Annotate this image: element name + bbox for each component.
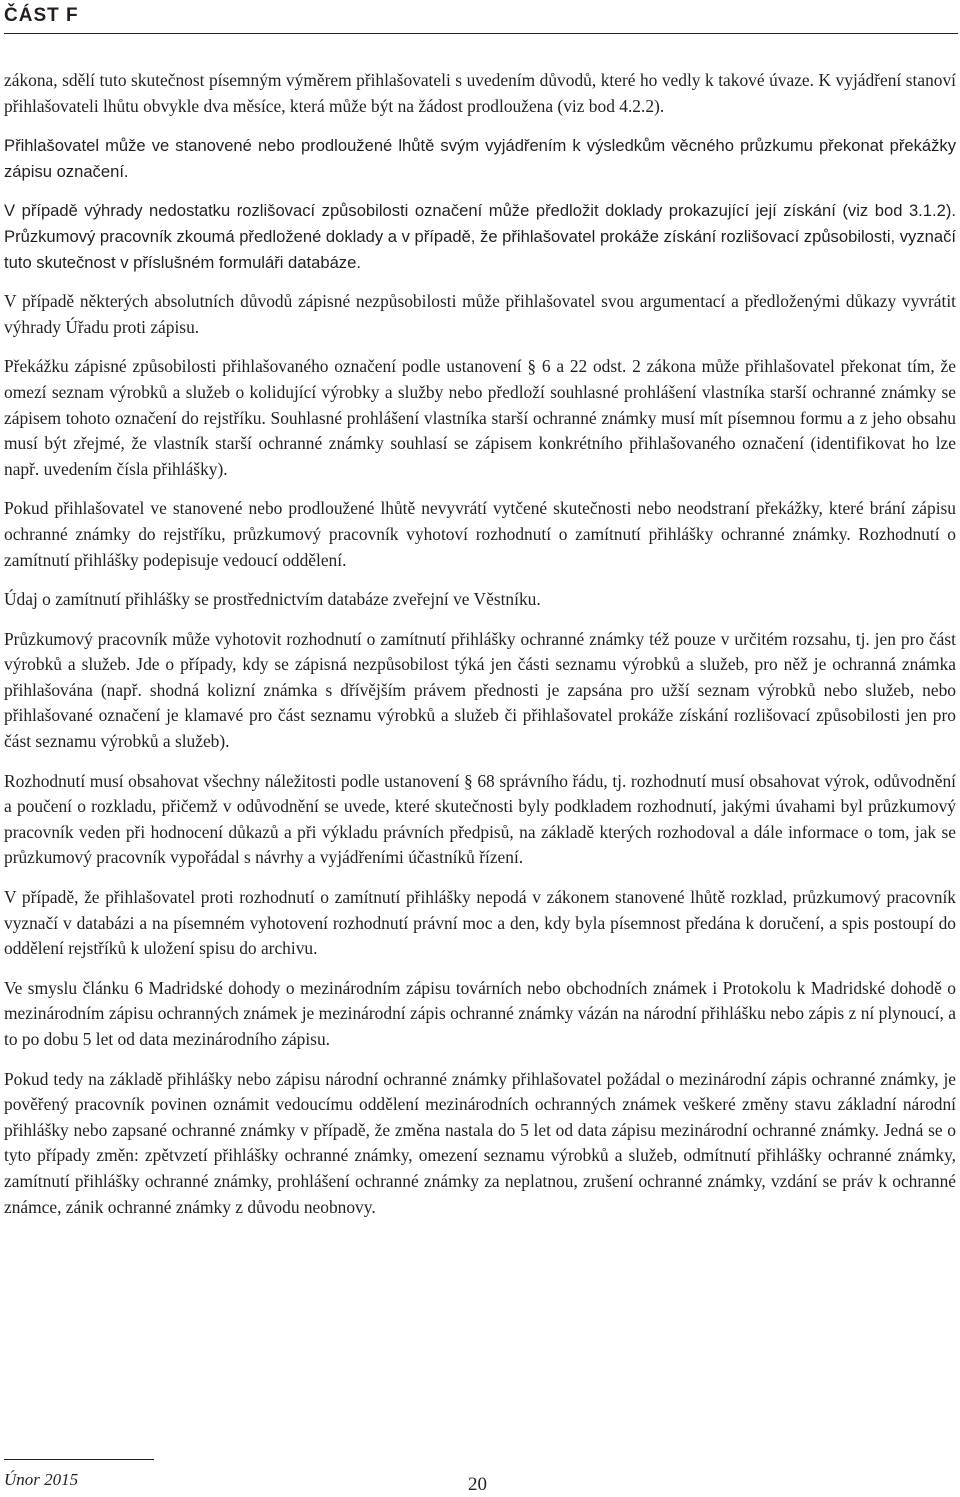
footer-date: Únor 2015 <box>4 1470 79 1489</box>
paragraph-3: V případě výhrady nedostatku rozlišovací způsobilosti označení může předložit doklady prokazující její získání (viz bod 3.1.2). Průzkumový pracovník zkoumá předložené doklady a v případě, že přihlašovatel prokáže získání rozlišovací způsobilosti, vyznačí tuto skutečnost v příslušném formuláři databáze. <box>4 201 956 272</box>
paragraph-1: zákona, sdělí tuto skutečnost písemným výměrem přihlašovateli s uvedením důvodů, které ho vedly k takové úvaze. K vyjádření stanoví přihlašovateli lhůtu obvykle dva měsíce, která může být na žádost prodloužena (viz bod 4.2.2). <box>4 70 956 116</box>
header-divider <box>4 33 958 34</box>
paragraph-7: Údaj o zamítnutí přihlášky se prostřednictvím databáze zveřejní ve Věstníku. <box>4 589 541 610</box>
section-title: ČÁST F <box>4 5 79 26</box>
paragraph-2: Přihlašovatel může ve stanovené nebo prodloužené lhůtě svým vyjádřením k výsledkům věcného průzkumu překonat překážky zápisu označení. <box>4 136 956 181</box>
paragraph-11: Ve smyslu článku 6 Madridské dohody o mezinárodním zápisu továrních nebo obchodních známek i Protokolu k Madridské dohodě o mezinárodním zápisu ochranných známek je mezinárodní zápis ochranné známky vázán na národní přihlášku nebo zápis z ní plynoucí, a to po dobu 5 let od data mezinárodního zápisu. <box>4 977 956 1049</box>
paragraph-8: Průzkumový pracovník může vyhotovit rozhodnutí o zamítnutí přihlášky ochranné známky též pouze v určitém rozsahu, tj. jen pro část výrobků a služeb. Jde o případy, kdy se zápisná nezpůsobilost týká jen části seznamu výrobků a služeb, pro něž je ochranná známka přihlašována (např. shodná kolizní známka s dřívějším právem přednosti je zapsána pro užší seznam výrobků nebo služeb, nebo přihlašované označení je klamavé pro část seznamu výrobků a služeb či přihlašovatel prokáže získání rozlišovací způsobilosti jen pro část seznamu výrobků a služeb). <box>4 628 956 752</box>
page-number: 20 <box>468 1474 487 1495</box>
paragraph-4: V případě některých absolutních důvodů zápisné nezpůsobilosti může přihlašovatel svou argumentací a předloženými důkazy vyvrátit výhrady Úřadu proti zápisu. <box>4 291 956 337</box>
paragraph-5: Překážku zápisné způsobilosti přihlašovaného označení podle ustanovení § 6 a 22 odst. 2 zákona může přihlašovatel překonat tím, že omezí seznam výrobků a služeb o kolidující výrobky a služby nebo předloží souhlasné prohlášení vlastníka starší ochranné známky se zápisem tohoto označení do rejstříku. Souhlasné prohlášení vlastníka starší ochranné známky musí mít písemnou formu a z jeho obsahu musí být zřejmé, že vlastník starší ochranné známky souhlasí se zápisem konkrétního přihlašovaného označení (identifikovat ho lze např. uvedením čísla přihlášky). <box>4 356 956 479</box>
footer-divider <box>4 1459 154 1460</box>
paragraph-6: Pokud přihlašovatel ve stanovené nebo prodloužené lhůtě nevyvrátí vytčené skutečnosti nebo neodstraní překážky, které brání zápisu ochranné známky do rejstříku, průzkumový pracovník vyhotoví rozhodnutí o zamítnutí přihlášky ochranné známky. Rozhodnutí o zamítnutí přihlášky podepisuje vedoucí oddělení. <box>4 498 956 570</box>
paragraph-9: Rozhodnutí musí obsahovat všechny náležitosti podle ustanovení § 68 správního řádu, tj. rozhodnutí musí obsahovat výrok, odůvodnění a poučení o rozkladu, přičemž v odůvodnění se uvede, které skutečnosti byly podkladem rozhodnutí, jakými úvahami byl průzkumový pracovník veden při hodnocení důkazů a při výkladu právních předpisů, na základě kterých rozhodoval a dále informace o tom, jak se průzkumový pracovník vypořádal s návrhy a vyjádřeními účastníků řízení. <box>4 770 956 868</box>
document-body <box>4 68 956 1234</box>
paragraph-10: V případě, že přihlašovatel proti rozhodnutí o zamítnutí přihlášky nepodá v zákonem stanovené lhůtě rozklad, průzkumový pracovník vyznačí v databázi a na písemném vyhotovení rozhodnutí právní moc a den, kdy byla písemnost předána k doručení, a spis postoupí do oddělení rejstříků k uložení spisu do archivu. <box>4 887 956 959</box>
paragraph-12: Pokud tedy na základě přihlášky nebo zápisu národní ochranné známky přihlašovatel požádal o mezinárodní zápis ochranné známky, je pověřený pracovník povinen oznámit vedoucímu oddělení mezinárodních ochranných známek veškeré změny stavu základní národní přihlášky nebo zapsané ochranné známky v případě, že změna nastala do 5 let od data zápisu mezinárodní ochranné známky. Jedná se o tyto případy změn: zpětvzetí přihlášky ochranné známky, omezení seznamu výrobků a služeb, odmítnutí přihlášky ochranné známky, zamítnutí přihlášky ochranné známky, prohlášení ochranné známky za neplatnou, zrušení ochranné známky, vzdání se práv k ochranné známce, zánik ochranné známky z důvodu neobnovy. <box>4 1068 956 1217</box>
